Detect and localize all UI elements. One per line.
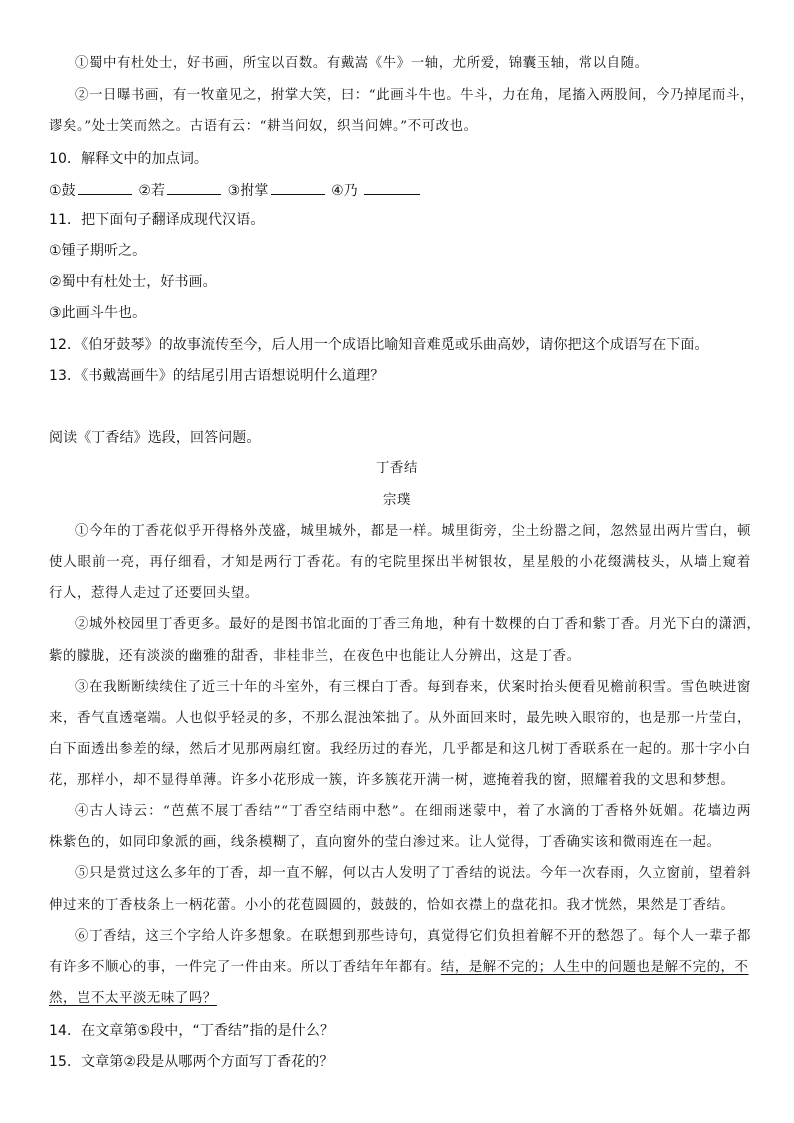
passage-b-paragraph-6-line-3 bbox=[49, 989, 749, 1009]
passage-b-line: 来，香气直透毫端。人也似乎轻灵的多，不那么混浊笨拙了。从外面回来时，最先映入眼帘的，也是那一片莹白， bbox=[49, 711, 751, 726]
paragraph-6-plain-text: 有许多不顺心的事，一件完了一件由来。所以丁香结年年都有。 bbox=[49, 960, 441, 975]
passage-a-paragraph-2-line-1: ②一日曝书画，有一牧童见之，拊掌大笑，曰：“此画斗牛也。牛斗，力在角，尾搐入两股间，今乃掉尾而斗， bbox=[75, 88, 754, 103]
passage-b-line: ③在我断断续续住了近三十年的斗室外，有三棵白丁香。每到春来，伏案时抬头便看见檐前积雪。雪色映进窗 bbox=[75, 680, 751, 695]
q10-item-3-label: ③拊掌 bbox=[227, 183, 269, 199]
question-13: 13．《书戴嵩画牛》的结尾引用古语想说明什么道理？ bbox=[49, 368, 385, 384]
question-11-item-3: ③此画斗牛也。 bbox=[49, 305, 147, 321]
passage-b-line: 紫的朦胧，还有淡淡的幽雅的甜香，非桂非兰，在夜色中也能让人分辨出，这是丁香。 bbox=[49, 649, 581, 664]
question-11: 11．把下面句子翻译成现代汉语。 bbox=[49, 212, 265, 228]
question-10: 10．解释文中的加点词。 bbox=[49, 151, 209, 167]
q10-item-1-blank[interactable] bbox=[78, 179, 132, 195]
question-12: 12．《伯牙鼓琴》的故事流传至今，后人用一个成语比喻知音难觅或乐曲高妙，请你把这个成语写在下面。 bbox=[49, 337, 709, 353]
passage-b-line: ①今年的丁香花似乎开得格外茂盛，城里城外，都是一样。城里街旁，尘土纷嚣之间，忽然显出两片雪白，顿 bbox=[75, 524, 751, 539]
passage-a-paragraph-2-line-2: 谬矣。”处士笑而然之。古语有云：“耕当问奴，织当问婢。”不可改也。 bbox=[49, 119, 478, 134]
question-11-item-1: ①锺子期听之。 bbox=[49, 243, 147, 259]
question-11-item-2: ②蜀中有杜处士，好书画。 bbox=[49, 274, 217, 290]
q10-item-1-label: ①鼓 bbox=[49, 183, 76, 199]
passage-b-paragraph-6-line-2 bbox=[49, 958, 749, 978]
passage-b-line: 株紫色的，如同印象派的画，线条模糊了，直向窗外的莹白渗过来。让人觉得，丁香确实该和微雨连在一起。 bbox=[49, 835, 721, 850]
passage-b-line: 行人，惹得人走过了还要回头望。 bbox=[49, 586, 259, 601]
q10-item-4-blank[interactable] bbox=[364, 179, 420, 195]
reading-instruction: 阅读《丁香结》选段，回答问题。 bbox=[49, 430, 261, 446]
q10-item-4-label: ④乃 bbox=[331, 183, 358, 199]
q10-item-2-blank[interactable] bbox=[167, 179, 221, 195]
passage-b-line: 白下面透出参差的绿，然后才见那两扇红窗。我经历过的春光，几乎都是和这几树丁香联系在一起的。那十字小白 bbox=[49, 742, 751, 757]
passage-b-line: 使人眼前一亮，再仔细看，才知是两行丁香花。有的宅院里探出半树银妆，星星般的小花缀满枝头，从墙上窥着 bbox=[49, 555, 751, 570]
question-14: 14．在文章第⑤段中，“丁香结”指的是什么？ bbox=[49, 1023, 335, 1039]
underlined-sentence-end: 然，岂不太平淡无味了吗？ bbox=[49, 991, 217, 1006]
underlined-sentence: 结，是解不完的；人生中的问题也是解不完的，不 bbox=[440, 960, 749, 975]
q10-item-3-blank[interactable] bbox=[271, 179, 325, 195]
passage-b-line: ②城外校园里丁香更多。最好的是图书馆北面的丁香三角地，种有十数棵的白丁香和紫丁香。月光下白的潇洒， bbox=[75, 617, 761, 632]
passage-b-line: ④古人诗云：“芭蕉不展丁香结”“丁香空结雨中愁”。在细雨迷蒙中，着了水滴的丁香格外妩媚。花墙边两 bbox=[75, 804, 751, 819]
passage-b-line: ⑥丁香结，这三个字给人许多想象。在联想到那些诗句，真觉得它们负担着解不开的愁怨了。每个人一辈子都 bbox=[75, 929, 751, 944]
passage-author: 宗璞 bbox=[383, 493, 411, 508]
passage-b-line: ⑤只是赏过这么多年的丁香，却一直不解，何以古人发明了丁香结的说法。今年一次春雨，久立窗前，望着斜 bbox=[75, 866, 751, 881]
passage-b-line: 伸过来的丁香枝条上一柄花蕾。小小的花苞圆圆的，鼓鼓的，恰如衣襟上的盘花扣。我才恍然，果然是丁香结。 bbox=[49, 898, 735, 913]
q10-item-2-label: ②若 bbox=[138, 183, 166, 199]
passage-a-paragraph-1: ①蜀中有杜处士，好书画，所宝以百数。有戴嵩《牛》一轴，尤所爱，锦囊玉轴，常以自随。 bbox=[75, 56, 649, 71]
question-10-items bbox=[49, 179, 749, 201]
passage-b-line: 花，那样小，却不显得单薄。许多小花形成一簇，许多簇花开满一树，遮掩着我的窗，照耀着我的文思和梦想。 bbox=[49, 773, 735, 788]
question-15: 15．文章第②段是从哪两个方面写丁香花的？ bbox=[49, 1054, 334, 1070]
passage-title: 丁香结 bbox=[376, 461, 418, 476]
